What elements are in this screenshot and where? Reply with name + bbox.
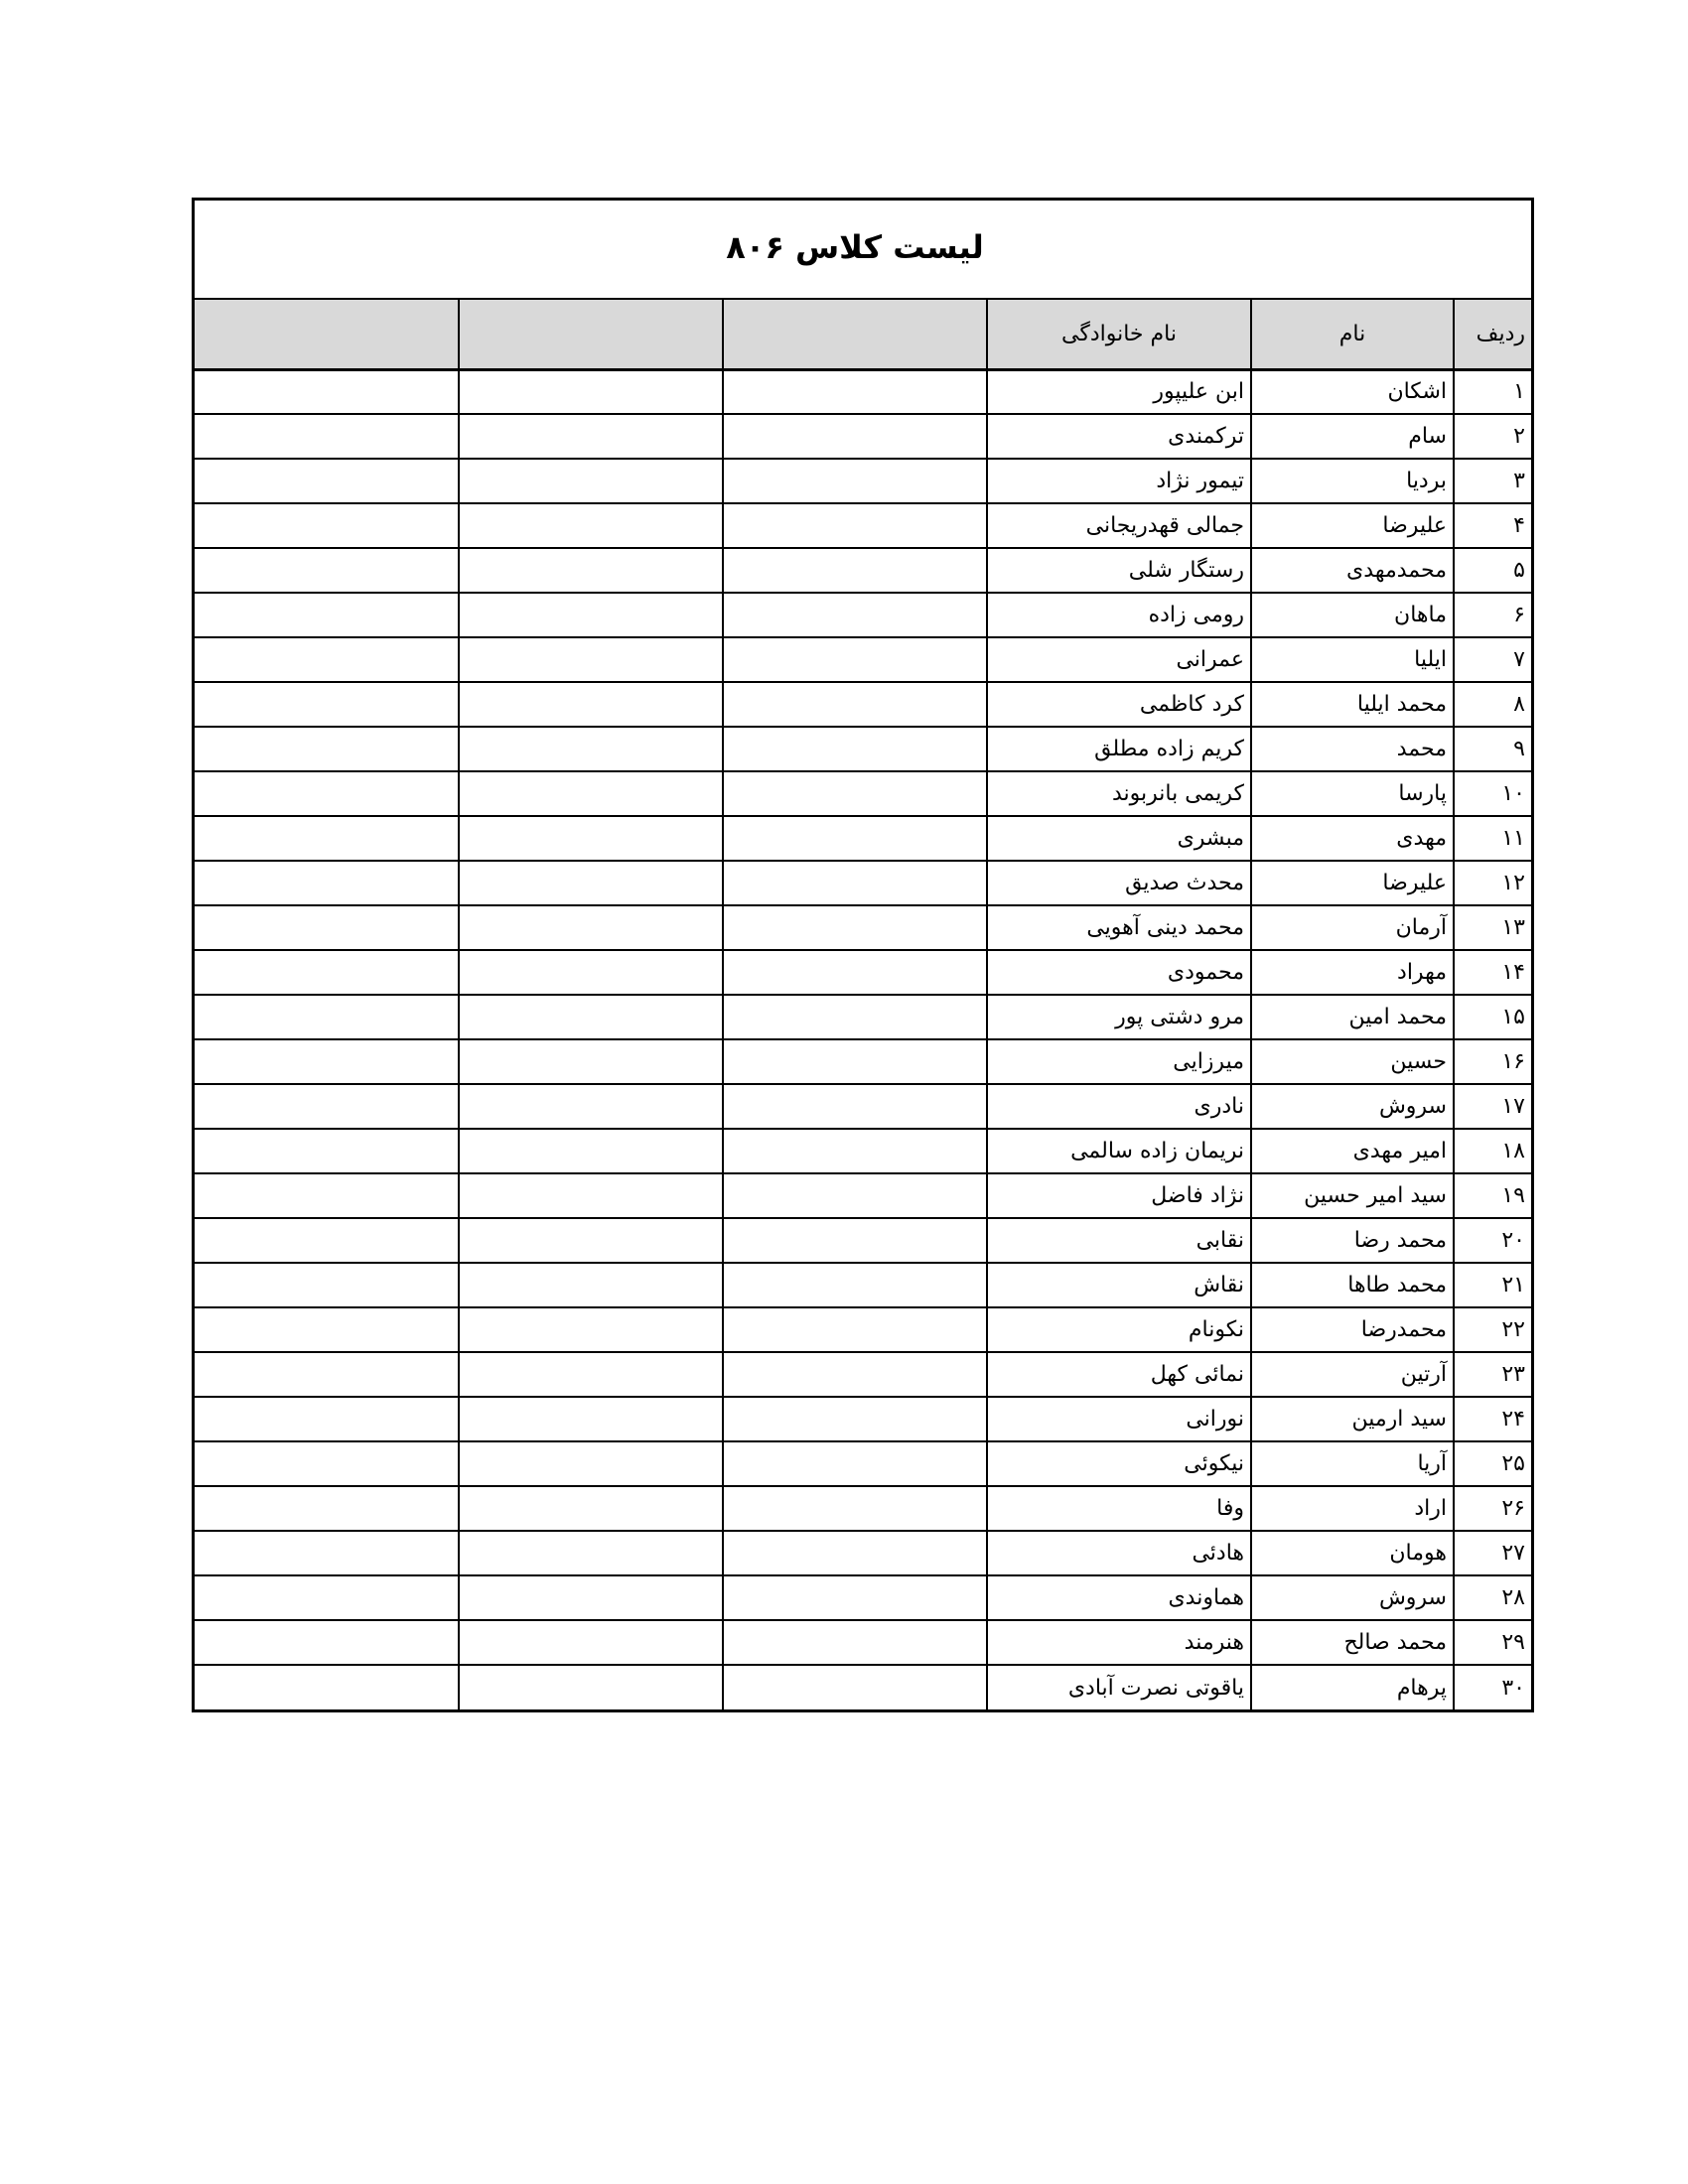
blank-cell <box>459 459 723 503</box>
blank-cell <box>459 1039 723 1084</box>
table-row <box>195 1173 1531 1218</box>
row-index-cell: ۱۳ <box>1454 905 1531 950</box>
blank-cell <box>459 637 723 682</box>
row-index-cell: ۱۸ <box>1454 1129 1531 1173</box>
first-name-cell: پارسا <box>1251 771 1454 816</box>
row-index-cell: ۱۷ <box>1454 1084 1531 1129</box>
row-index-cell: ۷ <box>1454 637 1531 682</box>
first-name-cell: محمد رضا <box>1251 1218 1454 1263</box>
table-row <box>195 637 1531 682</box>
blank-cell <box>459 905 723 950</box>
blank-cell <box>723 1441 987 1486</box>
blank-cell <box>195 548 459 593</box>
blank-cell <box>459 1084 723 1129</box>
last-name-cell: نقابی <box>987 1218 1251 1263</box>
blank-cell <box>459 861 723 905</box>
first-name-cell: سید امیر حسین <box>1251 1173 1454 1218</box>
blank-cell <box>195 593 459 637</box>
row-index-cell: ۲۵ <box>1454 1441 1531 1486</box>
row-index-cell: ۱۶ <box>1454 1039 1531 1084</box>
blank-cell <box>195 1486 459 1531</box>
blank-cell <box>459 1218 723 1263</box>
blank-cell <box>195 414 459 459</box>
blank-cell <box>195 1397 459 1441</box>
last-name-cell: نورانی <box>987 1397 1251 1441</box>
table-row <box>195 816 1531 861</box>
blank-cell <box>195 1620 459 1665</box>
blank-cell <box>195 1129 459 1173</box>
last-name-cell: جمالی قهدریجانی <box>987 503 1251 548</box>
table-row <box>195 1575 1531 1620</box>
row-index-cell: ۲۶ <box>1454 1486 1531 1531</box>
last-name-cell: هماوندی <box>987 1575 1251 1620</box>
first-name-cell: سروش <box>1251 1084 1454 1129</box>
last-name-cell: کریمی بانربوند <box>987 771 1251 816</box>
first-name-cell: پرهام <box>1251 1665 1454 1709</box>
row-index-cell: ۲۰ <box>1454 1218 1531 1263</box>
table-row <box>195 459 1531 503</box>
first-name-cell: محمد صالح <box>1251 1620 1454 1665</box>
last-name-cell: کریم زاده مطلق <box>987 727 1251 771</box>
blank-cell <box>723 548 987 593</box>
blank-cell <box>723 1665 987 1709</box>
blank-cell <box>459 503 723 548</box>
table-header-row <box>195 300 1531 369</box>
first-name-cell: محمد ایلیا <box>1251 682 1454 727</box>
blank-cell <box>459 1531 723 1575</box>
row-index-cell: ۴ <box>1454 503 1531 548</box>
blank-cell <box>195 1084 459 1129</box>
row-index-cell: ۱۴ <box>1454 950 1531 995</box>
row-index-cell: ۲۸ <box>1454 1575 1531 1620</box>
table-row <box>195 1084 1531 1129</box>
blank-cell <box>195 995 459 1039</box>
row-index-cell: ۲ <box>1454 414 1531 459</box>
first-name-cell: ماهان <box>1251 593 1454 637</box>
first-name-cell: سروش <box>1251 1575 1454 1620</box>
blank-cell <box>723 727 987 771</box>
blank-cell <box>723 459 987 503</box>
blank-cell <box>723 861 987 905</box>
row-index-cell: ۵ <box>1454 548 1531 593</box>
table-row <box>195 1039 1531 1084</box>
last-name-cell: مبشری <box>987 816 1251 861</box>
last-name-cell: هادئی <box>987 1531 1251 1575</box>
first-name-cell: محمد طاها <box>1251 1263 1454 1307</box>
class-list-sheet <box>192 198 1534 1712</box>
first-name-cell: بردیا <box>1251 459 1454 503</box>
blank-cell <box>723 1173 987 1218</box>
last-name-cell: محمد دینی آهویی <box>987 905 1251 950</box>
row-index-cell: ۱۹ <box>1454 1173 1531 1218</box>
header-blank-column <box>459 300 723 369</box>
table-row <box>195 1129 1531 1173</box>
header-last-name: نام خانوادگی <box>987 300 1251 369</box>
blank-cell <box>195 861 459 905</box>
page-title: لیست کلاس ۸۰۶ <box>726 228 984 266</box>
first-name-cell: محمد <box>1251 727 1454 771</box>
header-first-name: نام <box>1251 300 1454 369</box>
blank-cell <box>459 727 723 771</box>
first-name-cell: مهراد <box>1251 950 1454 995</box>
blank-cell <box>195 1441 459 1486</box>
last-name-cell: کرد کاظمی <box>987 682 1251 727</box>
blank-cell <box>459 1352 723 1397</box>
first-name-cell: سید ارمین <box>1251 1397 1454 1441</box>
table-row <box>195 1486 1531 1531</box>
blank-cell <box>723 1486 987 1531</box>
blank-cell <box>195 1173 459 1218</box>
first-name-cell: سام <box>1251 414 1454 459</box>
blank-cell <box>459 369 723 414</box>
blank-cell <box>723 637 987 682</box>
row-index-cell: ۱۱ <box>1454 816 1531 861</box>
first-name-cell: ایلیا <box>1251 637 1454 682</box>
table-row <box>195 548 1531 593</box>
blank-cell <box>195 369 459 414</box>
blank-cell <box>723 503 987 548</box>
table-row <box>195 861 1531 905</box>
last-name-cell: نژاد فاضل <box>987 1173 1251 1218</box>
blank-cell <box>723 682 987 727</box>
row-index-cell: ۹ <box>1454 727 1531 771</box>
blank-cell <box>723 1129 987 1173</box>
blank-cell <box>195 1307 459 1352</box>
first-name-cell: آرتین <box>1251 1352 1454 1397</box>
table-row <box>195 771 1531 816</box>
blank-cell <box>195 637 459 682</box>
first-name-cell: محمدمهدی <box>1251 548 1454 593</box>
header-index: ردیف <box>1454 300 1531 369</box>
last-name-cell: نقاش <box>987 1263 1251 1307</box>
last-name-cell: نادری <box>987 1084 1251 1129</box>
row-index-cell: ۲۷ <box>1454 1531 1531 1575</box>
first-name-cell: حسین <box>1251 1039 1454 1084</box>
last-name-cell: ابن علیپور <box>987 369 1251 414</box>
table-row <box>195 682 1531 727</box>
blank-cell <box>195 459 459 503</box>
row-index-cell: ۳۰ <box>1501 1675 1525 1701</box>
blank-cell <box>459 548 723 593</box>
blank-cell <box>459 771 723 816</box>
table-row <box>195 593 1531 637</box>
blank-cell <box>459 1620 723 1665</box>
title-box <box>195 201 1531 300</box>
first-name-cell: علیرضا <box>1251 503 1454 548</box>
blank-cell <box>723 1263 987 1307</box>
first-name-cell: هومان <box>1251 1531 1454 1575</box>
blank-cell <box>195 905 459 950</box>
blank-cell <box>195 950 459 995</box>
blank-cell <box>459 682 723 727</box>
blank-cell <box>723 1397 987 1441</box>
row-index-cell: ۲۳ <box>1454 1352 1531 1397</box>
blank-cell <box>459 593 723 637</box>
blank-cell <box>195 1352 459 1397</box>
blank-cell <box>459 1486 723 1531</box>
student-table <box>195 300 1531 1709</box>
row-index-cell: ۳ <box>1454 459 1531 503</box>
blank-cell <box>723 369 987 414</box>
first-name-cell: آریا <box>1251 1441 1454 1486</box>
blank-cell <box>723 1307 987 1352</box>
table-row <box>195 905 1531 950</box>
row-index-cell: ۱۲ <box>1454 861 1531 905</box>
last-name-cell: نکونام <box>987 1307 1251 1352</box>
table-row <box>195 414 1531 459</box>
blank-cell <box>723 771 987 816</box>
table-row <box>195 1218 1531 1263</box>
blank-cell <box>723 950 987 995</box>
first-name-cell: آرمان <box>1251 905 1454 950</box>
table-row <box>195 1352 1531 1397</box>
blank-cell <box>195 1039 459 1084</box>
blank-cell <box>195 1665 459 1709</box>
blank-cell <box>723 593 987 637</box>
blank-cell <box>195 1218 459 1263</box>
table-row <box>195 1263 1531 1307</box>
last-name-cell: نمائی کهل <box>987 1352 1251 1397</box>
blank-cell <box>459 1665 723 1709</box>
last-name-cell: رومی زاده <box>987 593 1251 637</box>
last-name-cell: نیکوئی <box>987 1441 1251 1486</box>
blank-cell <box>723 1531 987 1575</box>
last-name-cell: وفا <box>987 1486 1251 1531</box>
blank-cell <box>195 727 459 771</box>
row-index-cell: ۲۲ <box>1454 1307 1531 1352</box>
last-name-cell: تیمور نژاد <box>987 459 1251 503</box>
blank-cell <box>723 1084 987 1129</box>
blank-cell <box>195 1575 459 1620</box>
last-name-cell: مرو دشتی پور <box>987 995 1251 1039</box>
blank-cell <box>195 682 459 727</box>
blank-cell <box>723 414 987 459</box>
blank-cell <box>723 1218 987 1263</box>
blank-cell <box>723 1039 987 1084</box>
blank-cell <box>459 950 723 995</box>
blank-cell <box>195 1531 459 1575</box>
blank-cell <box>723 1620 987 1665</box>
first-name-cell: محمدرضا <box>1251 1307 1454 1352</box>
last-name-cell: محمودی <box>987 950 1251 995</box>
first-name-cell: علیرضا <box>1251 861 1454 905</box>
header-blank-column <box>723 300 987 369</box>
blank-cell <box>459 1263 723 1307</box>
blank-cell <box>459 816 723 861</box>
blank-cell <box>723 995 987 1039</box>
last-name-cell: میرزایی <box>987 1039 1251 1084</box>
table-row <box>195 1531 1531 1575</box>
table-row <box>195 1620 1531 1665</box>
first-name-cell: امیر مهدی <box>1251 1129 1454 1173</box>
blank-cell <box>195 1263 459 1307</box>
blank-cell <box>723 1352 987 1397</box>
blank-cell <box>195 503 459 548</box>
first-name-cell: مهدی <box>1251 816 1454 861</box>
blank-cell <box>459 414 723 459</box>
row-index-cell: ۱۵ <box>1454 995 1531 1039</box>
row-index-cell: ۱ <box>1454 369 1531 414</box>
last-name-cell: نریمان زاده سالمی <box>987 1129 1251 1173</box>
first-name-cell: اراد <box>1251 1486 1454 1531</box>
row-index-cell: ۶ <box>1454 593 1531 637</box>
row-index-cell: ۲۹ <box>1454 1620 1531 1665</box>
last-name-cell: عمرانی <box>987 637 1251 682</box>
blank-cell <box>723 816 987 861</box>
table-row <box>195 950 1531 995</box>
last-name-cell: محدث صدیق <box>987 861 1251 905</box>
last-name-cell: یاقوتی نصرت آبادی <box>987 1665 1251 1709</box>
blank-cell <box>459 1129 723 1173</box>
last-name-cell: رستگار شلی <box>987 548 1251 593</box>
blank-cell <box>723 1575 987 1620</box>
last-name-cell: ترکمندی <box>987 414 1251 459</box>
last-name-cell: هنرمند <box>987 1620 1251 1665</box>
table-row <box>195 727 1531 771</box>
first-name-cell: محمد امین <box>1251 995 1454 1039</box>
row-index-cell: ۲۴ <box>1454 1397 1531 1441</box>
table-row <box>195 1307 1531 1352</box>
blank-cell <box>459 1441 723 1486</box>
table-row <box>195 1665 1531 1709</box>
table-row <box>195 503 1531 548</box>
blank-cell <box>195 771 459 816</box>
header-blank-column <box>195 300 459 369</box>
table-row <box>195 1397 1531 1441</box>
blank-cell <box>459 1575 723 1620</box>
blank-cell <box>195 816 459 861</box>
blank-cell <box>459 995 723 1039</box>
blank-cell <box>723 905 987 950</box>
row-index-cell: ۲۱ <box>1454 1263 1531 1307</box>
row-index-cell: ۱۰ <box>1454 771 1531 816</box>
first-name-cell: اشکان <box>1251 369 1454 414</box>
table-row <box>195 995 1531 1039</box>
blank-cell <box>459 1397 723 1441</box>
blank-cell <box>459 1173 723 1218</box>
row-index-cell: ۸ <box>1454 682 1531 727</box>
table-row <box>195 369 1531 414</box>
table-row <box>195 1441 1531 1486</box>
blank-cell <box>459 1307 723 1352</box>
